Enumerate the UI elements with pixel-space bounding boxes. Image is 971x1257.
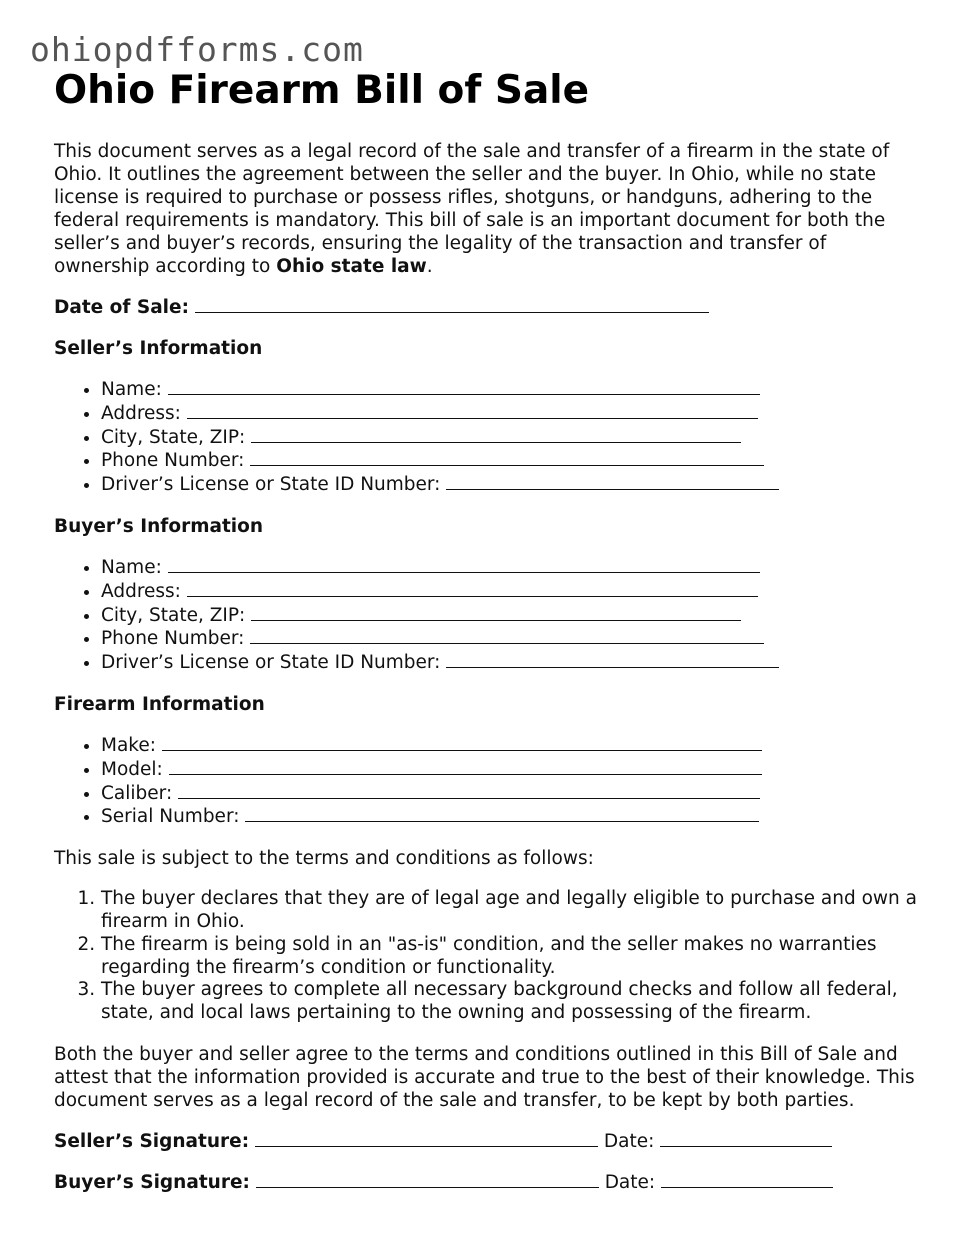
buyer-section-heading: Buyer’s Information xyxy=(54,515,264,537)
list-item xyxy=(101,627,924,651)
buyer-fields-list xyxy=(54,556,924,675)
seller-fields-list xyxy=(54,378,924,497)
buyer-id-field[interactable] xyxy=(446,651,779,668)
list-item xyxy=(101,758,924,782)
buyer-name-label: Name: xyxy=(101,556,162,578)
agreement-paragraph: Both the buyer and seller agree to the terms and conditions outlined in this Bill of Sale and attest that the information provided is accurate and true to the best of their knowledge. This document serves as a legal record of the sale and transfer, to be kept by both parties. xyxy=(54,1043,915,1111)
buyer-phone-field[interactable] xyxy=(250,627,764,644)
seller-phone-field[interactable] xyxy=(250,449,764,466)
firearm-fields-list xyxy=(54,734,924,829)
buyer-signature-label: Buyer’s Signature: xyxy=(54,1171,250,1193)
buyer-city-field[interactable] xyxy=(251,604,741,621)
seller-address-field[interactable] xyxy=(187,402,758,419)
seller-name-field[interactable] xyxy=(168,378,760,395)
list-item xyxy=(101,805,924,829)
buyer-id-label: Driver’s License or State ID Number: xyxy=(101,652,441,674)
buyer-address-field[interactable] xyxy=(187,580,758,597)
seller-date-label: Date: xyxy=(603,1130,655,1152)
seller-phone-label: Phone Number: xyxy=(101,450,245,472)
buyer-signature-row xyxy=(54,1171,924,1194)
list-item xyxy=(101,426,924,450)
intro-paragraph xyxy=(54,140,924,278)
seller-signature-label: Seller’s Signature: xyxy=(54,1130,250,1152)
firearm-make-field[interactable] xyxy=(162,734,762,751)
list-item xyxy=(101,651,924,675)
firearm-caliber-label: Caliber: xyxy=(101,782,173,804)
document-page xyxy=(54,66,924,1194)
seller-id-field[interactable] xyxy=(446,473,779,490)
seller-id-label: Driver’s License or State ID Number: xyxy=(101,474,441,496)
seller-section-heading: Seller’s Information xyxy=(54,338,263,359)
intro-bold-text: Ohio state law xyxy=(276,256,427,277)
firearm-serial-field[interactable] xyxy=(245,805,759,822)
list-item xyxy=(101,449,924,473)
seller-signature-row xyxy=(54,1130,924,1153)
seller-city-field[interactable] xyxy=(251,426,741,443)
firearm-section-heading: Firearm Information xyxy=(54,693,265,715)
buyer-phone-label: Phone Number: xyxy=(101,628,245,650)
intro-end: . xyxy=(426,256,433,277)
seller-name-label: Name: xyxy=(101,379,162,400)
terms-list xyxy=(54,888,924,1025)
firearm-model-field[interactable] xyxy=(169,758,762,775)
list-item xyxy=(101,734,924,758)
list-item: 3. The buyer agrees to complete all necessary background checks and follow all federal, state, and local laws pertaining to the owning and possessing of the firearm. xyxy=(101,979,924,1025)
buyer-city-label: City, State, ZIP: xyxy=(101,604,246,626)
seller-address-label: Address: xyxy=(101,402,181,424)
list-item xyxy=(101,378,924,402)
firearm-caliber-field[interactable] xyxy=(178,782,760,799)
seller-signature-field[interactable] xyxy=(255,1130,598,1147)
firearm-serial-label: Serial Number: xyxy=(101,806,240,828)
buyer-signature-field[interactable] xyxy=(256,1171,599,1188)
buyer-date-field[interactable] xyxy=(661,1171,833,1188)
date-of-sale-label: Date of Sale: xyxy=(54,297,189,318)
list-item xyxy=(101,556,924,580)
list-item xyxy=(101,782,924,806)
list-item xyxy=(101,473,924,497)
list-item xyxy=(101,402,924,426)
firearm-make-label: Make: xyxy=(101,734,156,756)
buyer-address-label: Address: xyxy=(101,580,181,602)
site-watermark: ohiopdfforms.com xyxy=(30,30,364,69)
list-item xyxy=(101,604,924,628)
seller-date-field[interactable] xyxy=(660,1130,832,1147)
page-title: Ohio Firearm Bill of Sale xyxy=(54,68,590,113)
buyer-date-label: Date: xyxy=(604,1171,656,1193)
buyer-name-field[interactable] xyxy=(168,556,760,573)
terms-intro: This sale is subject to the terms and conditions as follows: xyxy=(54,848,594,870)
date-of-sale-row xyxy=(54,296,924,319)
list-item: 1. The buyer declares that they are of legal age and legally eligible to purchase and own a firearm in Ohio. xyxy=(101,888,924,934)
seller-city-label: City, State, ZIP: xyxy=(101,426,246,448)
firearm-model-label: Model: xyxy=(101,758,163,780)
list-item xyxy=(101,580,924,604)
list-item: 2. The firearm is being sold in an "as-is" condition, and the seller makes no warranties regarding the firearm’s condition or functionality. xyxy=(101,934,924,980)
date-of-sale-field[interactable] xyxy=(195,296,709,313)
intro-text: This document serves as a legal record of the sale and transfer of a firearm in the state of Ohio. It outlines the agreement between the seller and the buyer. In Ohio, while no state license is required to purchase or possess rifles, shotguns, or handguns, adhering to the federal requirements is mandatory. This bill of sale is an important document for both the seller’s and buyer’s records, ensuring the legality of the transaction and transfer of ownership according to xyxy=(54,141,890,277)
